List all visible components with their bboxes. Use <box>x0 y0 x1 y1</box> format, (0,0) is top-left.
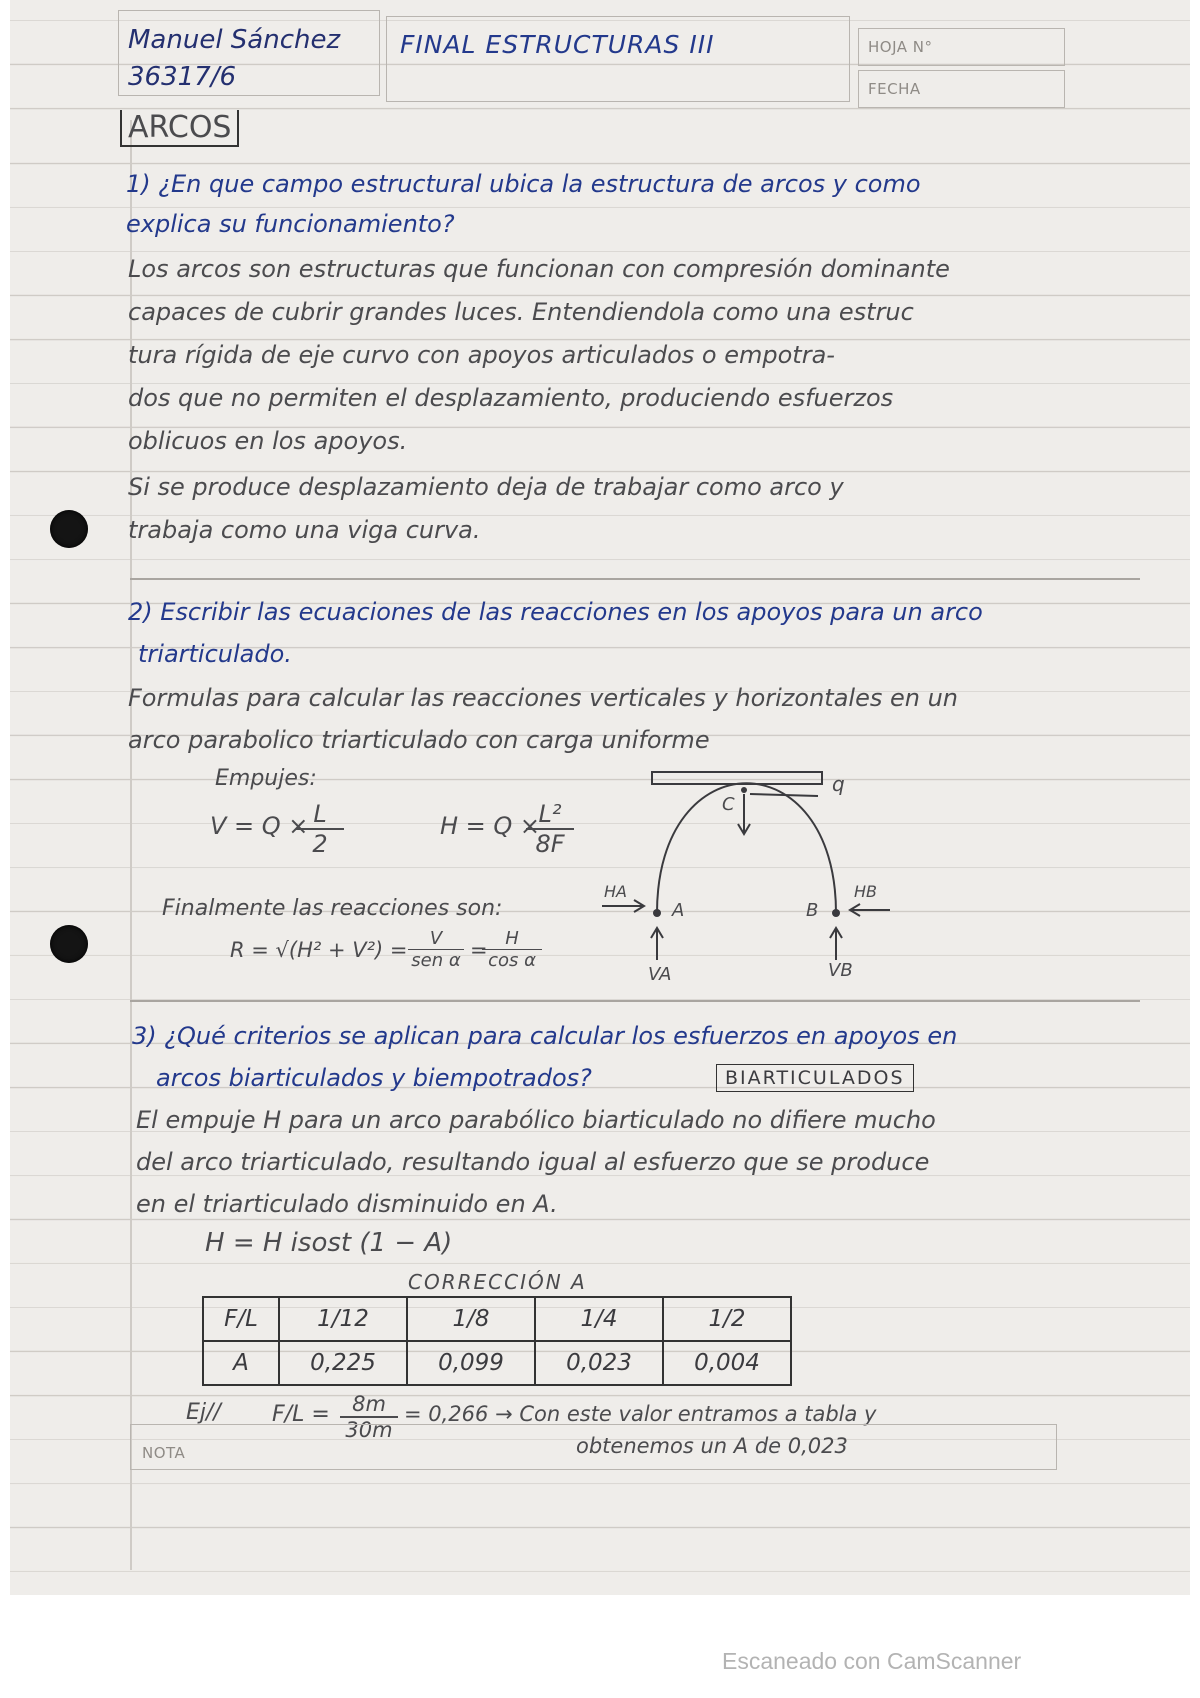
example-numerator: 8m <box>340 1392 398 1418</box>
table-cell: 0,225 <box>279 1341 407 1385</box>
table-cell: 0,099 <box>407 1341 535 1385</box>
support-a-label: A <box>672 900 685 921</box>
q3-question-line1: 3) ¿Qué criterios se aplican para calcular los esfuerzos en apoyos en <box>132 1022 958 1050</box>
uniform-load-bar <box>652 772 822 784</box>
r-fraction-2-denominator: cos α <box>488 950 536 971</box>
q1-answer-line: trabaja como una viga curva. <box>128 516 481 544</box>
table-cell: 1/12 <box>279 1297 407 1341</box>
q2-question-line1: 2) Escribir las ecuaciones de las reacciones en los apoyos para un arco <box>128 598 983 626</box>
table-cell: A <box>203 1341 279 1385</box>
q1-answer-line: oblicuos en los apoyos. <box>128 427 408 455</box>
h-formula-fraction <box>526 800 574 858</box>
q2-question-line2: triarticulado. <box>138 640 292 668</box>
section-separator <box>130 578 1140 580</box>
example-denominator: 30m <box>345 1418 393 1442</box>
q1-question-line1: 1) ¿En que campo estructural ubica la estructura de arcos y como <box>126 170 921 198</box>
sheet-label: HOJA N° <box>868 38 933 56</box>
final-reactions-label: Finalmente las reacciones son: <box>162 896 503 921</box>
v-formula-fraction <box>296 800 344 858</box>
q1-answer-line: tura rígida de eje curvo con apoyos articulados o empotra- <box>128 341 835 369</box>
r-equals: = <box>470 938 488 962</box>
section-title: ARCOS <box>120 110 239 147</box>
hb-label: HB <box>854 882 878 901</box>
date-label: FECHA <box>868 80 921 98</box>
margin-line <box>130 120 132 1570</box>
r-fraction-2 <box>482 928 542 971</box>
arch-diagram <box>590 760 910 990</box>
support-a-hinge <box>653 909 661 917</box>
nota-label: NOTA <box>142 1444 186 1462</box>
q1-answer-line: Los arcos son estructuras que funcionan con compresión dominante <box>128 255 950 283</box>
student-id: 36317/6 <box>128 62 237 92</box>
biarticulados-box: BIARTICULADOS <box>716 1064 914 1092</box>
exam-title: FINAL ESTRUCTURAS III <box>400 30 715 59</box>
crown-hinge <box>741 787 747 793</box>
q2-answer-line: Formulas para calcular las reacciones verticales y horizontales en un <box>128 684 958 712</box>
title-box <box>386 16 850 102</box>
support-b-label: B <box>806 900 819 921</box>
q3-answer-line: del arco triarticulado, resultando igual al esfuerzo que se produce <box>136 1148 930 1176</box>
r-formula: R = √(H² + V²) = <box>230 938 408 962</box>
h-fraction-denominator: 8F <box>535 830 565 858</box>
q2-answer-line: arco parabolico triarticulado con carga uniforme <box>128 726 710 754</box>
example-lhs: F/L = <box>272 1402 330 1427</box>
arch-curve <box>657 783 836 913</box>
q1-answer-line: dos que no permiten el desplazamiento, produciendo esfuerzos <box>128 384 894 412</box>
h-fraction-numerator: L² <box>526 800 574 830</box>
table-cell: 0,023 <box>535 1341 663 1385</box>
table-cell: F/L <box>203 1297 279 1341</box>
r-fraction-2-numerator: H <box>482 928 542 950</box>
r-fraction-1-denominator: sen α <box>411 950 461 971</box>
table-cell: 1/8 <box>407 1297 535 1341</box>
table-header-row <box>203 1297 791 1341</box>
q3-answer-line: en el triarticulado disminuido en A. <box>136 1190 558 1218</box>
camscanner-footer: Escaneado con CamScanner <box>722 1648 1022 1674</box>
h-isost-formula: H = H isost (1 − A) <box>205 1228 453 1258</box>
q3-question-line2: arcos biarticulados y biempotrados? <box>156 1064 592 1092</box>
v-fraction-numerator: L <box>296 800 344 830</box>
crown-label: C <box>722 794 735 815</box>
binder-hole-bottom <box>50 925 88 963</box>
va-label: VA <box>648 964 672 985</box>
table-row <box>203 1341 791 1385</box>
q1-answer-line: capaces de cubrir grandes luces. Entendiendola como una estruc <box>128 298 914 326</box>
vb-label: VB <box>828 960 853 981</box>
correction-title: CORRECCIÓN A <box>408 1270 587 1294</box>
v-formula-lhs: V = Q × <box>210 812 309 840</box>
table-cell: 1/2 <box>663 1297 791 1341</box>
table-cell: 0,004 <box>663 1341 791 1385</box>
ha-label: HA <box>604 882 627 901</box>
r-fraction-1-numerator: V <box>408 928 464 950</box>
r-fraction-1 <box>408 928 464 971</box>
q3-answer-line: El empuje H para un arco parabólico biarticulado no difiere mucho <box>136 1106 936 1134</box>
h-formula-lhs: H = Q × <box>440 812 541 840</box>
student-name: Manuel Sánchez <box>128 25 341 55</box>
q1-question-line2: explica su funcionamiento? <box>126 210 455 238</box>
nota-box <box>130 1424 1057 1470</box>
table-cell: 1/4 <box>535 1297 663 1341</box>
support-b-hinge <box>832 909 840 917</box>
binder-hole-top <box>50 510 88 548</box>
correction-table <box>202 1296 792 1386</box>
example-prefix: Ej// <box>186 1400 221 1425</box>
example-result-line2: obtenemos un A de 0,023 <box>576 1434 848 1458</box>
example-result: = 0,266 → Con este valor entramos a tabla y <box>404 1402 877 1426</box>
load-label: q <box>832 772 845 796</box>
crown-horizontal-arrow <box>750 794 818 796</box>
section-separator <box>130 1000 1140 1002</box>
q1-answer-line: Si se produce desplazamiento deja de trabajar como arco y <box>128 473 844 501</box>
empujes-label: Empujes: <box>215 766 317 791</box>
v-fraction-denominator: 2 <box>312 830 328 858</box>
